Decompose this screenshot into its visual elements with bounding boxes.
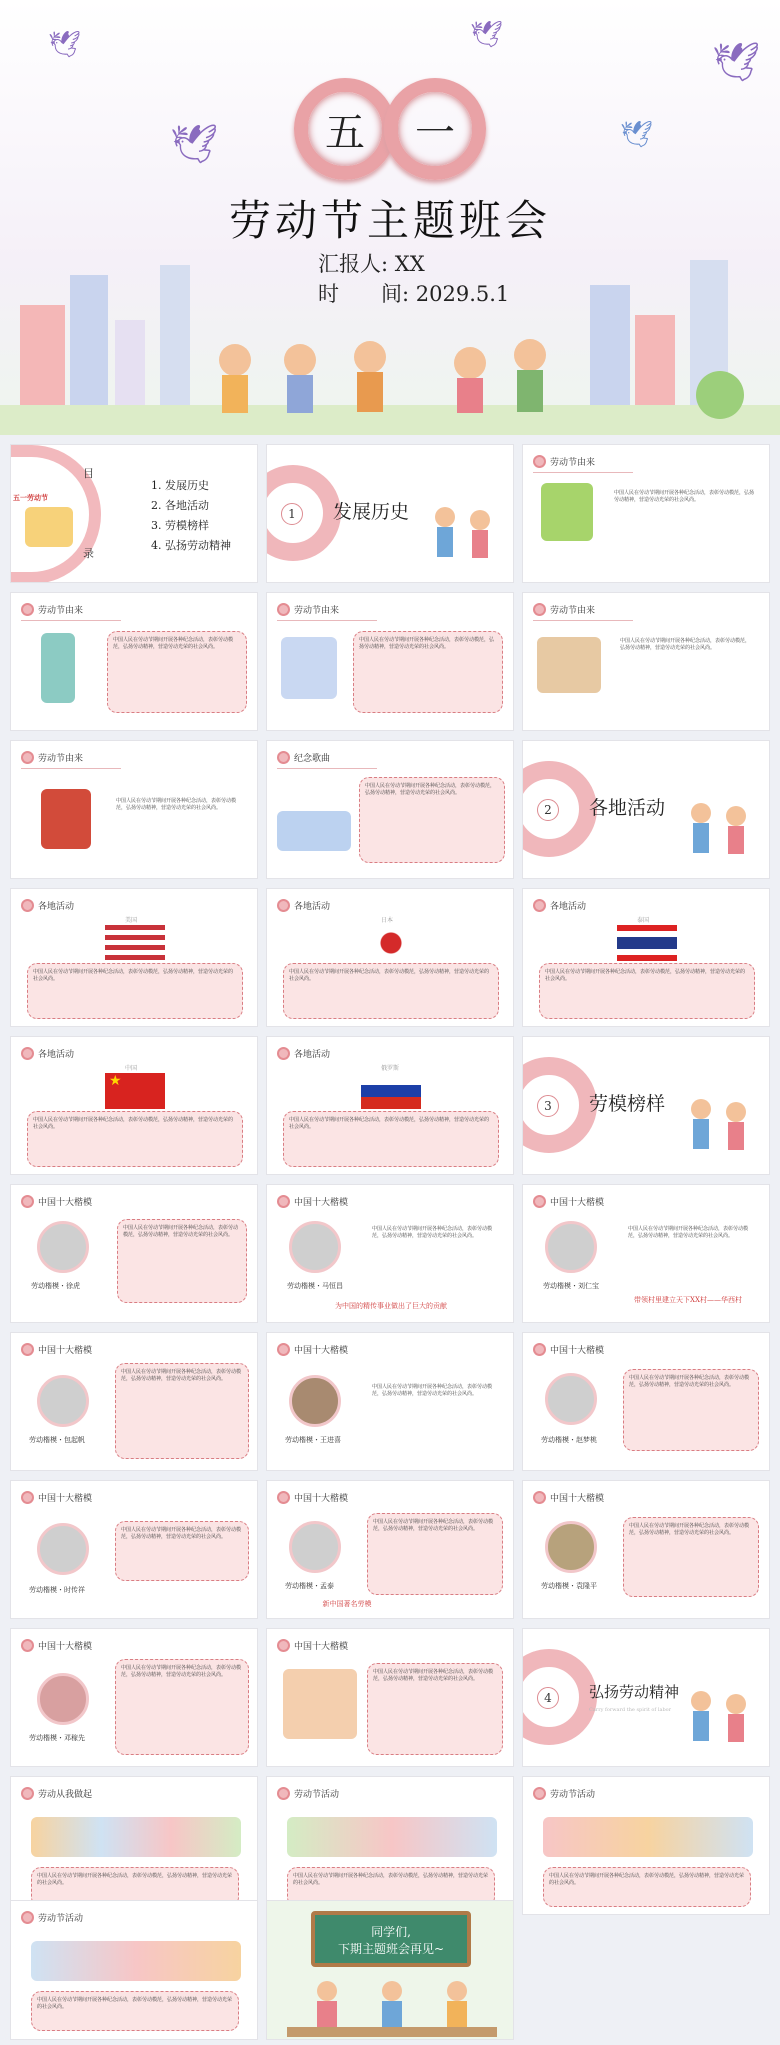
- bird-icon: 🕊: [712, 40, 761, 84]
- slide-heading: 各地活动: [38, 1050, 75, 1060]
- statue-of-liberty-icon: [41, 633, 75, 703]
- header-dot-icon: [21, 1911, 34, 1924]
- slide-header: [533, 603, 595, 616]
- text-block: 中国人民在劳动节期间开展各种纪念活动，表彰劳动模范，弘扬劳动精神，营造劳动光荣的社会风尚。: [117, 1219, 247, 1303]
- slide-heading: 纪念歌曲: [294, 754, 331, 764]
- china-flag-icon: ★: [105, 1073, 165, 1109]
- section-arc: [522, 1057, 597, 1153]
- slide-header: [533, 455, 595, 468]
- text-block: 中国人民在劳动节期间开展各种纪念活动，表彰劳动模范，弘扬劳动精神，营造劳动光荣的社会风尚。: [283, 1111, 499, 1167]
- portrait-photo: [37, 1523, 89, 1575]
- section-slide-3: [522, 1036, 770, 1175]
- section-number: 1: [281, 503, 303, 525]
- divider: [21, 620, 121, 621]
- bird-icon: 🕊: [470, 20, 504, 50]
- activity-illustrations: [287, 1817, 497, 1857]
- text-block: 中国人民在劳动节期间开展各种纪念活动，表彰劳动模范，弘扬劳动精神，营造劳动光荣的社会风尚。: [287, 1867, 495, 1907]
- students-illustration: [287, 1977, 497, 2037]
- usa-flag-icon: [105, 925, 165, 961]
- header-dot-icon: [533, 899, 546, 912]
- slide-heading: 各地活动: [294, 1050, 331, 1060]
- toc-item[interactable]: 1. 发展历史: [151, 479, 209, 492]
- header-dot-icon: [277, 1787, 290, 1800]
- text-block: 中国人民在劳动节期间开展各种纪念活动，表彰劳动模范，弘扬劳动精神，营造劳动光荣的社会风尚。: [367, 1513, 503, 1595]
- slide-header: [21, 1639, 92, 1652]
- activity-illustrations: [31, 1817, 241, 1857]
- slide-header: [21, 1787, 92, 1800]
- events-slide-1: [266, 1776, 514, 1915]
- section-subtitle: Carry forward the spirit of labor: [589, 1707, 672, 1713]
- section-number: 3: [537, 1095, 559, 1117]
- model-slide-ma: [266, 1184, 514, 1323]
- events-slide-3: [10, 1900, 258, 2040]
- text-block: 中国人民在劳动节期间开展各种纪念活动，表彰劳动模范，弘扬劳动精神，营造劳动光荣的社会风尚。: [367, 1221, 503, 1279]
- section-arc: [522, 761, 597, 857]
- header-dot-icon: [21, 1639, 34, 1652]
- activity-slide-china: [10, 1036, 258, 1175]
- text-block: 中国人民在劳动节期间开展各种纪念活动，表彰劳动模范，弘扬劳动精神，营造劳动光荣的社会风尚。: [31, 1991, 239, 2031]
- header-dot-icon: [533, 1343, 546, 1356]
- slide-heading: 劳动节活动: [294, 1790, 340, 1800]
- slide-heading: 各地活动: [294, 902, 331, 912]
- header-dot-icon: [277, 1343, 290, 1356]
- model-caption: 劳动楷模・王进喜: [285, 1436, 341, 1444]
- city-illustration: [0, 245, 780, 435]
- start-slide: [10, 1776, 258, 1915]
- divider: [533, 472, 633, 473]
- slide-heading: 中国十大楷模: [38, 1346, 93, 1356]
- header-dot-icon: [21, 1491, 34, 1504]
- slide-header: [277, 1787, 339, 1800]
- slide-header: [21, 1491, 92, 1504]
- text-block: 中国人民在劳动节期间开展各种纪念活动，表彰劳动模范，弘扬劳动精神，营造劳动光荣的社会风尚。: [623, 1221, 759, 1281]
- portrait-photo: [289, 1375, 341, 1427]
- chalkboard: [311, 1911, 471, 1967]
- model-caption: 劳动楷模・赵梦桃: [541, 1436, 597, 1444]
- header-dot-icon: [21, 1047, 34, 1060]
- text-block: 中国人民在劳动节期间开展各种纪念活动，表彰劳动模范，弘扬劳动精神，营造劳动光荣的社会风尚。: [543, 1867, 751, 1907]
- toc-item[interactable]: 4. 弘扬劳动精神: [151, 539, 231, 552]
- slide-header: [21, 899, 74, 912]
- thailand-flag-icon: [617, 925, 677, 961]
- activity-illustrations: [31, 1941, 241, 1981]
- header-dot-icon: [277, 1195, 290, 1208]
- slide-heading: 劳动节由来: [550, 606, 596, 616]
- music-notes-icon: [277, 811, 351, 851]
- model-slide-meng: [266, 1480, 514, 1619]
- header-dot-icon: [21, 1787, 34, 1800]
- slide-heading: 中国十大楷模: [294, 1198, 349, 1208]
- header-dot-icon: [277, 899, 290, 912]
- slide-header: [277, 603, 339, 616]
- section-slide-1: [266, 444, 514, 583]
- slide-header: [533, 1195, 604, 1208]
- slide-heading: 中国十大楷模: [294, 1494, 349, 1504]
- ending-line-1: 同学们,: [371, 1925, 411, 1939]
- country-name: 中国: [125, 1065, 138, 1072]
- kids-illustration: [671, 1084, 761, 1164]
- section-slide-4: [522, 1628, 770, 1767]
- divider: [277, 620, 377, 621]
- highlight-caption: 带领村里建立天下XX村——华西村: [634, 1296, 742, 1304]
- slide-heading: 劳动节由来: [550, 458, 596, 468]
- header-dot-icon: [277, 751, 290, 764]
- country-name: 俄罗斯: [381, 1065, 400, 1072]
- section-title: 各地活动: [589, 797, 666, 819]
- header-dot-icon: [533, 1787, 546, 1800]
- slide-header: [533, 899, 586, 912]
- section-number: 2: [537, 799, 559, 821]
- ending-line-2: 下期主题班会再见~: [337, 1942, 445, 1956]
- text-block: 中国人民在劳动节期间开展各种纪念活动，表彰劳动模范，弘扬劳动精神，营造劳动光荣的社会风尚。: [111, 793, 247, 843]
- toc-badge: 五一劳动节: [13, 493, 48, 502]
- bird-icon: 🕊: [620, 120, 654, 150]
- slide-header: [21, 1343, 92, 1356]
- model-slide-deng: [10, 1628, 258, 1767]
- model-caption: 劳动楷模・刘仁宝: [543, 1282, 599, 1290]
- slide-header: [21, 603, 83, 616]
- section-arc: [266, 465, 341, 561]
- slide-heading: 劳动节由来: [294, 606, 340, 616]
- kids-illustration: [415, 492, 505, 572]
- slide-heading: 劳动节由来: [38, 754, 84, 764]
- slide-heading: 中国十大楷模: [550, 1494, 605, 1504]
- text-block: 中国人民在劳动节期间开展各种纪念活动，表彰劳动模范，弘扬劳动精神，营造劳动光荣的社会风尚。: [115, 1659, 249, 1755]
- header-dot-icon: [533, 603, 546, 616]
- text-block: 中国人民在劳动节期间开展各种纪念活动，表彰劳动模范，弘扬劳动精神，营造劳动光荣的社会风尚。: [367, 1379, 503, 1429]
- date-text: 时 间: 2029.5.1: [318, 282, 510, 306]
- model-slide-shi: [10, 1480, 258, 1619]
- model-caption: 劳动楷模・邓稼先: [29, 1734, 85, 1742]
- section-slide-2: [522, 740, 770, 879]
- text-block: 中国人民在劳动节期间开展各种纪念活动，表彰劳动模范，弘扬劳动精神，营造劳动光荣的社会风尚。: [359, 777, 505, 863]
- ring-yi: 一: [384, 78, 486, 180]
- page-title: 劳动节主题班会: [228, 196, 551, 245]
- slide-heading: 各地活动: [38, 902, 75, 912]
- text-block: 中国人民在劳动节期间开展各种纪念活动，表彰劳动模范，弘扬劳动精神，营造劳动光荣的社会风尚。: [539, 963, 755, 1019]
- model-slide-yuan: [522, 1480, 770, 1619]
- header-dot-icon: [21, 1195, 34, 1208]
- song-slide: [266, 740, 514, 879]
- slide-header: [533, 1787, 595, 1800]
- slide-heading: 劳动节由来: [38, 606, 84, 616]
- divider: [533, 620, 633, 621]
- bird-icon: 🕊: [170, 122, 219, 166]
- text-block: 中国人民在劳动节期间开展各种纪念活动，表彰劳动模范，弘扬劳动精神，营造劳动光荣的社会风尚。: [367, 1663, 503, 1755]
- reporter-text: 汇报人: XX: [318, 252, 425, 276]
- model-caption: 劳动楷模・袁隆平: [541, 1582, 597, 1590]
- text-block: 中国人民在劳动节期间开展各种纪念活动，表彰劳动模范，弘扬劳动精神，营造劳动光荣的社会风尚。: [283, 963, 499, 1019]
- portrait-photo: [37, 1673, 89, 1725]
- portrait-photo: [545, 1521, 597, 1573]
- origin-slide-5: [10, 740, 258, 879]
- header-dot-icon: [277, 1047, 290, 1060]
- text-block: 中国人民在劳动节期间开展各种纪念活动，表彰劳动模范，弘扬劳动精神，营造劳动光荣的社会风尚。: [27, 963, 243, 1019]
- meeting-illustration: [537, 637, 601, 693]
- tools-icon: [25, 507, 73, 547]
- slide-header: [277, 1047, 330, 1060]
- toc-item[interactable]: 3. 劳模榜样: [151, 519, 209, 532]
- text-block: 中国人民在劳动节期间开展各种纪念活动，表彰劳动模范，弘扬劳动精神，营造劳动光荣的社会风尚。: [623, 1369, 759, 1451]
- portrait-photo: [545, 1373, 597, 1425]
- text-block: 中国人民在劳动节期间开展各种纪念活动，表彰劳动模范，弘扬劳动精神，营造劳动光荣的社会风尚。: [615, 633, 759, 707]
- slide-heading: 各地活动: [550, 902, 587, 912]
- events-slide-2: [522, 1776, 770, 1915]
- header-dot-icon: [277, 1639, 290, 1652]
- labor-badge-illustration: [283, 1669, 357, 1739]
- text-block: 中国人民在劳动节期间开展各种纪念活动，表彰劳动模范，弘扬劳动精神，营造劳动光荣的社会风尚。: [353, 631, 503, 713]
- origin-slide-2: [10, 592, 258, 731]
- portrait-photo: [289, 1521, 341, 1573]
- slide-header: [277, 899, 330, 912]
- portrait-photo: [289, 1221, 341, 1273]
- slide-header: [21, 1047, 74, 1060]
- slide-header: [533, 1491, 604, 1504]
- slide-heading: 劳动节活动: [550, 1790, 596, 1800]
- model-slide-wang: [266, 1332, 514, 1471]
- worker-illustration: [541, 483, 593, 541]
- monument-icon: [41, 789, 91, 849]
- section-number: 4: [537, 1687, 559, 1709]
- model-caption: 劳动楷模・时传祥: [29, 1586, 85, 1594]
- section-title: 劳模榜样: [589, 1093, 666, 1115]
- title-slide: [0, 0, 780, 435]
- text-block: 中国人民在劳动节期间开展各种纪念活动，表彰劳动模范，弘扬劳动精神，营造劳动光荣的社会风尚。: [27, 1111, 243, 1167]
- activity-slide-russia: [266, 1036, 514, 1175]
- slide-header: [21, 1195, 92, 1208]
- activity-slide-japan: [266, 888, 514, 1027]
- activity-illustrations: [543, 1817, 753, 1857]
- text-block: 中国人民在劳动节期间开展各种纪念活动，表彰劳动模范，弘扬劳动精神，营造劳动光荣的社会风尚。: [609, 485, 759, 555]
- model-caption: 劳动楷模・马恒昌: [287, 1282, 343, 1290]
- text-block: 中国人民在劳动节期间开展各种纪念活动，表彰劳动模范，弘扬劳动精神，营造劳动光荣的社会风尚。: [31, 1867, 239, 1907]
- slide-header: [277, 1639, 348, 1652]
- model-slide-xuhu: [10, 1184, 258, 1323]
- portrait-photo: [37, 1221, 89, 1273]
- ring-wu: 五: [294, 78, 396, 180]
- text-block: 中国人民在劳动节期间开展各种纪念活动，表彰劳动模范，弘扬劳动精神，营造劳动光荣的社会风尚。: [107, 631, 247, 713]
- slide-heading: 中国十大楷模: [38, 1494, 93, 1504]
- origin-slide-1: [522, 444, 770, 583]
- bird-icon: 🕊: [48, 30, 82, 60]
- header-dot-icon: [277, 1491, 290, 1504]
- toc-label-top: 目: [83, 467, 94, 480]
- slide-header: [277, 751, 330, 764]
- section-title: 发展历史: [333, 501, 410, 523]
- toc-item[interactable]: 2. 各地活动: [151, 499, 209, 512]
- slide-header: [533, 1343, 604, 1356]
- slide-heading: 中国十大楷模: [294, 1642, 349, 1652]
- russia-flag-icon: [361, 1073, 421, 1109]
- country-name: 美国: [125, 917, 138, 924]
- section-arc: [522, 1649, 597, 1745]
- model-caption: 劳动楷模・包起帆: [29, 1436, 85, 1444]
- slide-heading: 中国十大楷模: [38, 1198, 93, 1208]
- divider: [21, 768, 121, 769]
- header-dot-icon: [21, 1343, 34, 1356]
- slide-heading: 劳动从我做起: [38, 1790, 93, 1800]
- model-slide-zhao: [522, 1332, 770, 1471]
- slide-heading: 中国十大楷模: [294, 1346, 349, 1356]
- japan-flag-icon: [361, 925, 421, 961]
- text-block: 中国人民在劳动节期间开展各种纪念活动，表彰劳动模范，弘扬劳动精神，营造劳动光荣的社会风尚。: [115, 1363, 249, 1459]
- text-block: 中国人民在劳动节期间开展各种纪念活动，表彰劳动模范，弘扬劳动精神，营造劳动光荣的社会风尚。: [115, 1521, 249, 1581]
- ending-slide: [266, 1900, 514, 2040]
- slide-header: [277, 1195, 348, 1208]
- header-dot-icon: [21, 751, 34, 764]
- protest-illustration: [281, 637, 337, 699]
- header-dot-icon: [533, 1491, 546, 1504]
- origin-slide-4: [522, 592, 770, 731]
- slide-header: [277, 1343, 348, 1356]
- country-name: 泰国: [637, 917, 650, 924]
- text-block: 中国人民在劳动节期间开展各种纪念活动，表彰劳动模范，弘扬劳动精神，营造劳动光荣的社会风尚。: [623, 1517, 759, 1597]
- model-slide-bao: [10, 1332, 258, 1471]
- header-dot-icon: [21, 603, 34, 616]
- slide-header: [21, 1911, 83, 1924]
- highlight-caption: 新中国著名劳模: [322, 1600, 372, 1608]
- header-dot-icon: [277, 603, 290, 616]
- header-dot-icon: [533, 455, 546, 468]
- toc-slide: [10, 444, 258, 583]
- slide-header: [277, 1491, 348, 1504]
- slide-heading: 劳动节活动: [38, 1914, 84, 1924]
- section-title: 弘扬劳动精神: [589, 1683, 680, 1701]
- toc-label-bottom: 录: [83, 547, 94, 560]
- highlight-caption: 为中国的精传事业做出了巨大的贡献: [335, 1302, 447, 1310]
- divider: [277, 768, 377, 769]
- header-dot-icon: [21, 899, 34, 912]
- header-dot-icon: [533, 1195, 546, 1208]
- activity-slide-usa: [10, 888, 258, 1027]
- country-name: 日本: [381, 917, 394, 924]
- slide-header: [21, 751, 83, 764]
- model-caption: 劳动楷模・孟泰: [285, 1582, 334, 1590]
- activity-slide-thailand: [522, 888, 770, 1027]
- slide-heading: 中国十大楷模: [550, 1346, 605, 1356]
- kids-illustration: [671, 1676, 761, 1756]
- model-slide-wu: [522, 1184, 770, 1323]
- portrait-photo: [37, 1375, 89, 1427]
- slide-heading: 中国十大楷模: [38, 1642, 93, 1652]
- origin-slide-3: [266, 592, 514, 731]
- kids-illustration: [671, 788, 761, 868]
- slide-heading: 中国十大楷模: [550, 1198, 605, 1208]
- portrait-photo: [545, 1221, 597, 1273]
- model-caption: 劳动楷模・徐虎: [31, 1282, 80, 1290]
- models-summary-slide: [266, 1628, 514, 1767]
